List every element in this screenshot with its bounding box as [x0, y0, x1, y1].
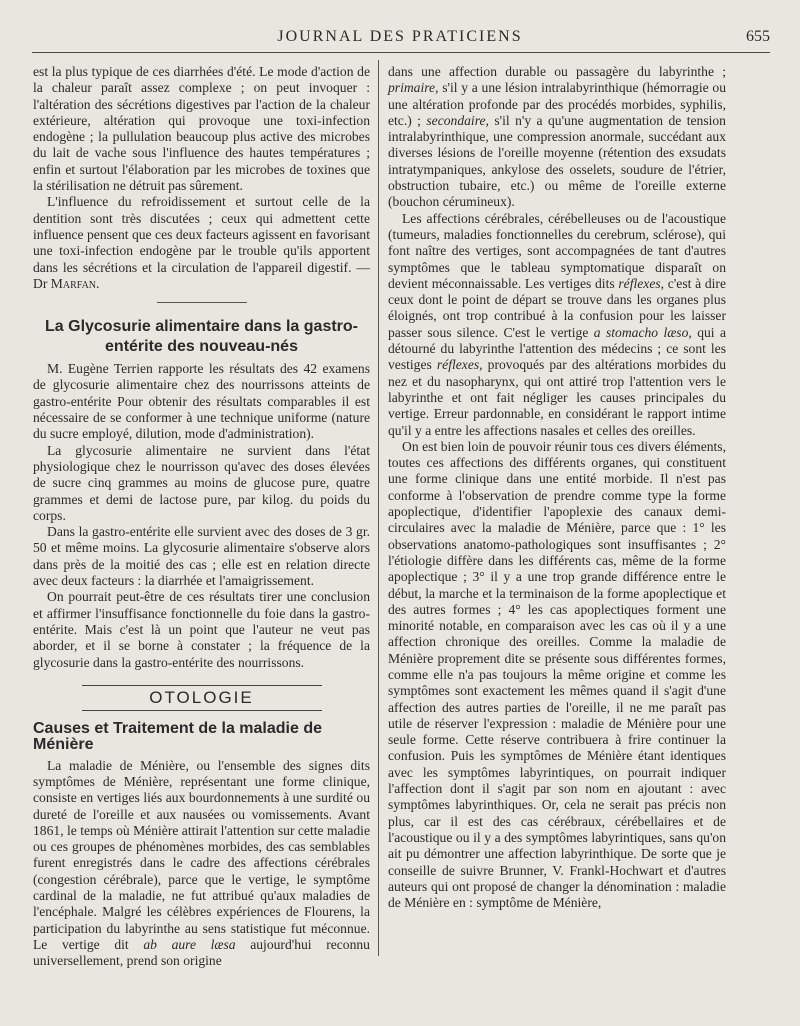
paragraph: L'influence du refroidissement et surtout celle de la dentition sont très discutées ; ceux qui admettent cette influence pensent que ces deux facteurs agissent en favorisant une toxi-infection endogène par le trouble qu'ils apportent dans les sécrétions et la circulation de l'appareil digestif. — Dr Marfan.	[33, 194, 370, 291]
author-signature: Marfan.	[50, 275, 100, 291]
section-heading: OTOLOGIE	[149, 687, 254, 707]
journal-title: JOURNAL DES PRATICIENS	[277, 28, 523, 45]
header-rule	[32, 52, 770, 53]
page-header	[0, 24, 800, 54]
article-title: Causes et Traitement de la maladie de Ménière	[33, 720, 323, 754]
right-column	[388, 64, 726, 911]
section-heading-box	[33, 685, 370, 711]
paragraph: Les affections cérébrales, cérébelleuses ou de l'acoustique (tumeurs, maladies fonctionnelles du cerebrum, sclérose), qui font naître des vertiges, sont accompagnées de tant d'autres symptômes que le tableau symptomatique disparaît on devient méconnaissable. Les vertiges dits réflexes, c'est à dire ceux dont le point de départ se trouve dans les organes plus éloignés, ont trop contribué à la confusion pour les laisser passer sous silence. C'est le vertige a stomacho læso, qui a détourné du labyrinthe l'attention des médecins ; ce sont les vestiges réflexes, provoqués par des altérations morbides du nez et du nasopharynx, qui ont attiré trop l'attention vers le labyrinthe et ont fait négliger les causes principales du vertige. Erreur pardonnable, en considérant le rapport intime qu'il y a entre les affections nasales et celles des oreilles.	[388, 210, 726, 438]
paragraph: est la plus typique de ces diarrhées d'été. Le mode d'action de la chaleur paraît assez complexe ; on peut invoquer : l'altération des sécrétions digestives par l'action de la chaleur extérieure, altération qui provoque une toxi-infection endogène ; la pullulation beaucoup plus active des microbes du lait de vache sous l'influence des hautes températures ; enfin et surtout l'élaboration par les microbes de toxines que la stérilisation ne détruit pas sûrement.	[33, 64, 370, 194]
paragraph: On est bien loin de pouvoir réunir tous ces divers éléments, toutes ces affections des différents organes, qui constituent une forme clinique dans une entité morbide. Il n'est pas conforme à l'observation de prendre comme type la forme apoplectique, d'identifier l'apoplexie des canaux demi-circulaires avec la maladie de Ménière, parce que : 1° les observations anatomo-pathologiques sont insuffisantes ; 2° l'étiologie diffère dans les différents cas, même de la forme apoplectique ; 3° il y a une trop grande différence entre le début, la marche et la terminaison de la forme apoplectique et des autres formes ; 4° les cas apoplectiques forment une minorité notable, en comparaison avec les cas où il y a une affection chronique des oreilles. Comme la maladie de Ménière proprement dite se présente sous différentes formes, comme elle n'a pas toujours la même origine et comme les symptômes sont exactement les mêmes quand il s'agit d'une affection des autres parties de l'oreille, il ne me paraît pas utile de réserver l'expression : maladie de Ménière pour une seule forme. Cette réserve contribuera à frire continuer la confusion. Puis les symptômes de Ménière étant identiques avec les symptômes labyrintiques, on pourrait indiquer l'affection dont il s'agit par son nom en ajoutant : avec symptômes labyrinthiques. Or, cela ne serait pas précis non plus, car il est des cas cérébraux, cérébellaires et de l'acoustique ou il y a des symptômes labyrintiques, sans qu'on ait pu démontrer une affection labyrinthique. De sorte que je conseille de suivre Brunner, V. Frankl-Hochwart et d'autres auteurs qui ont proposé de changer la dénomination : maladie de Ménière en : symptôme de Ménière,	[388, 438, 726, 911]
paragraph: Dans la gastro-entérite elle survient avec des doses de 3 gr. 50 et même moins. La glycosurie alimentaire s'observe alors dans près de la moitié des cas ; elle est en relation directe avec deux facteurs : la diarrhée et l'amaigrissement.	[33, 524, 370, 589]
paragraph: La glycosurie alimentaire ne survient dans l'état physiologique chez le nourrisson qu'avec des doses élevées de sucre cinq grammes au moins de glucose pure, quatre grammes et demi de lactose pure, par kilog. du poids du corps.	[33, 442, 370, 523]
separator-rule	[157, 302, 247, 303]
column-divider	[378, 60, 379, 956]
left-column	[33, 64, 370, 970]
paragraph: On pourrait peut-être de ces résultats tirer une conclusion et affirmer l'insuffisance fonctionnelle du foie dans la gastro-entérite. Mais c'est là un point que l'auteur ne veut pas aborder, et il se borne à constater ; la fréquence de la glycosurie dans la gastro-entérite des nourrissons.	[33, 589, 370, 670]
paragraph: dans une affection durable ou passagère du labyrinthe ; primaire, s'il y a une lésion intralabyrinthique (hémorragie ou une altération profonde par des procédés morbides, syphilis, etc.) ; secondaire, s'il n'y a qu'une augmentation de tension intralabyrinthique, une compression anormale, succédant aux diverses lésions de l'oreille moyenne (rétention des exsudats intratympaniques, ankylose des osselets, soudure de l'étrier, obstruction tubaire, etc.) ou même de l'oreille externe (bouchon cérumineux).	[388, 64, 726, 210]
article-title: La Glycosurie alimentaire dans la gastro-entérite des nouveau-nés	[45, 318, 358, 356]
page-number: 655	[746, 28, 770, 45]
paragraph: La maladie de Ménière, ou l'ensemble des signes dits symptômes de Ménière, représentant une forme clinique, consiste en vertiges liés aux bourdonnements à une surdité ou dureté de l'oreille et aux nausées ou vomissements. Avant 1861, le temps où Ménière attirait l'attention sur cette maladie ou ces groupes de phénomènes morbides, des cas semblables furent enregistrés dans le cadre des affections cérébrales (congestion cérébrale), parce que le vertige, le symptôme cardinal de la maladie, ne fut attribué qu'aux maladies de l'encéphale. Malgré les célèbres expériences de Flourens, la participation du labyrinthe au sens statistique fut méconnue. Le vertige dit ab aure læsa aujourd'hui reconnu universellement, prend son origine	[33, 757, 370, 969]
paragraph: M. Eugène Terrien rapporte les résultats des 42 examens de glycosurie alimentaire chez des nourrissons atteints de gastro-entérite Pour obtenir des résultats comparables il est nécessaire de se conformer à une technique uniforme (nature du sucre employé, dilution, mode d'administration).	[33, 361, 370, 442]
